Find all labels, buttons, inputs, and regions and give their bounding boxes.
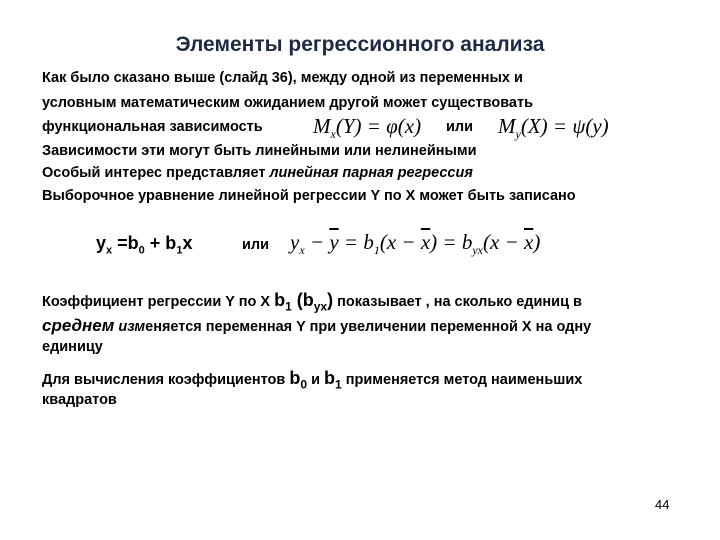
regression-equation: [96, 233, 192, 257]
eq-y: y: [96, 233, 107, 253]
eq-sub: 0: [138, 244, 145, 257]
text-italic: среднем: [42, 316, 115, 335]
eq-sub: x: [106, 244, 113, 257]
text-sub: 1: [335, 377, 342, 392]
text-span: ): [327, 290, 334, 310]
formula-my: $M_y(X) = \psi(y)$: [498, 114, 609, 142]
text-span: Для вычисления коэффициентов: [42, 372, 290, 388]
text-line: Зависимости эти могут быть линейными или нелинейными: [42, 143, 477, 159]
text-line: Как было сказано выше (слайд 36), между одной из переменных и: [42, 70, 523, 86]
text-or: или: [446, 119, 474, 135]
text-line: [42, 290, 582, 314]
eq-b0: =b: [117, 233, 139, 253]
slide-title: Элементы регрессионного анализа: [175, 33, 545, 56]
eq-b1: + b: [144, 233, 177, 253]
text-line: [42, 316, 591, 336]
text-span: Особый интерес представляет: [42, 165, 270, 181]
text-span: показывает , на сколько единиц в: [333, 294, 582, 310]
formula-mx: $M_x(Y) = \varphi(x)$: [313, 114, 422, 142]
text-span: и: [307, 372, 325, 388]
text-sub: 1: [285, 299, 292, 314]
method-b0: [289, 368, 308, 392]
coef-byx: [291, 290, 334, 314]
text-line: функциональная зависимость: [42, 119, 263, 135]
method-b1: [324, 368, 342, 392]
text-span: b: [289, 368, 301, 388]
text-line: единицу: [42, 339, 103, 355]
text-span: (b: [291, 290, 314, 310]
text-sub: 0: [300, 377, 308, 392]
eq-sub: 1: [176, 244, 183, 257]
text-italic: линейная парная регрессия: [269, 165, 473, 181]
text-span: b: [324, 368, 336, 388]
text-line: [42, 368, 582, 392]
text-or: или: [242, 237, 270, 253]
text-span: Коэффициент регрессии Y по X: [42, 294, 275, 310]
coef-b1: [274, 290, 292, 314]
text-span: применяется метод наименьших: [341, 372, 583, 388]
eq-x: x: [182, 233, 193, 253]
formula-regression: $y_x - \overline{y} = b_1(x - \overline{x}) = b_{yx}(x - \overline{x})$: [290, 230, 541, 258]
text-line: [42, 165, 473, 181]
text-italic: изм: [114, 319, 146, 335]
text-line: Выборочное уравнение линейной регрессии Y по X может быть записано: [42, 188, 576, 204]
text-sub: yx: [313, 299, 328, 314]
text-line: квадратов: [42, 392, 117, 408]
text-span: b: [274, 290, 286, 310]
text-line: условным математическим ожиданием другой может существовать: [42, 95, 534, 111]
page-number: 44: [655, 497, 670, 512]
text-span: еняется переменная Y при увеличении переменной X на одну: [145, 319, 592, 335]
